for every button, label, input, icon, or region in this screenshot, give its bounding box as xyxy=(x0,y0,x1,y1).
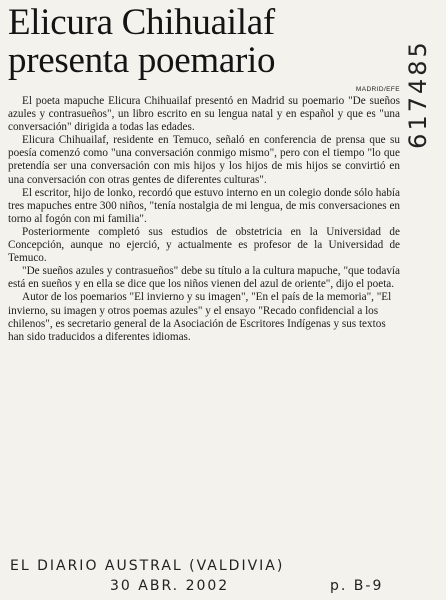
article-body xyxy=(8,95,406,344)
paragraph: Autor de los poemarios "El invierno y su imagen", "En el país de la memoria", "El invierno, su imagen y otros poemas azules" y el ensayo "Recado confidencial a los chilenos", es secretario general de la Asociación de Escritores Indígenas y sus textos han sido traducidos a diferentes idiomas. xyxy=(8,291,392,343)
headline-line-2: presenta poemario xyxy=(8,40,276,81)
paragraph: El poeta mapuche Elicura Chihuailaf presentó en Madrid su poemario "De sueños azules y contrasueños", un libro escrito en su lengua natal y en español y que es "una conversación" dirigida a todas las edades. xyxy=(8,95,400,134)
paragraph: Posteriormente completó sus estudios de obstetricia en la Universidad de Concepción, aunque no ejerció, y actualmente es profesor de la Universidad de Temuco. xyxy=(8,225,400,265)
handwritten-date: 30 ABR. 2002 xyxy=(110,578,230,594)
paragraph: "De sueños azules y contrasueños" debe su título a la cultura mapuche, "que todavía está en sueños y en ella se dice que los niños vienen del azul de oriente", dijo el poeta. xyxy=(8,265,400,291)
headline-line-1: Elicura Chihuailaf xyxy=(8,2,275,43)
headline xyxy=(8,4,406,80)
handwritten-source: EL DIARIO AUSTRAL (VALDIVIA) xyxy=(10,558,285,574)
handwritten-page: p. B-9 xyxy=(330,578,384,594)
handwritten-catalog-number: 617485 xyxy=(404,39,432,149)
agency-credit: MADRID/EFE xyxy=(355,86,400,93)
paragraph: El escritor, hijo de lonko, recordó que estuvo interno en un colegio donde sólo había tres mapuches entre 300 niños, "tenía nostalgia de mi lengua, de mis conversaciones en torno al fogón con mi familia". xyxy=(8,186,400,225)
paragraph: Elicura Chihuailaf, residente en Temuco, señaló en conferencia de prensa que su poesía comenzó como "una conversación conmigo mismo", pero con el tiempo "lo que pretendía ser una conversación con mis hijos y los hijos de mis hijos se convirtió en una conversación con otras gentes de diferentes culturas". xyxy=(8,134,400,186)
newspaper-clipping xyxy=(8,4,406,564)
